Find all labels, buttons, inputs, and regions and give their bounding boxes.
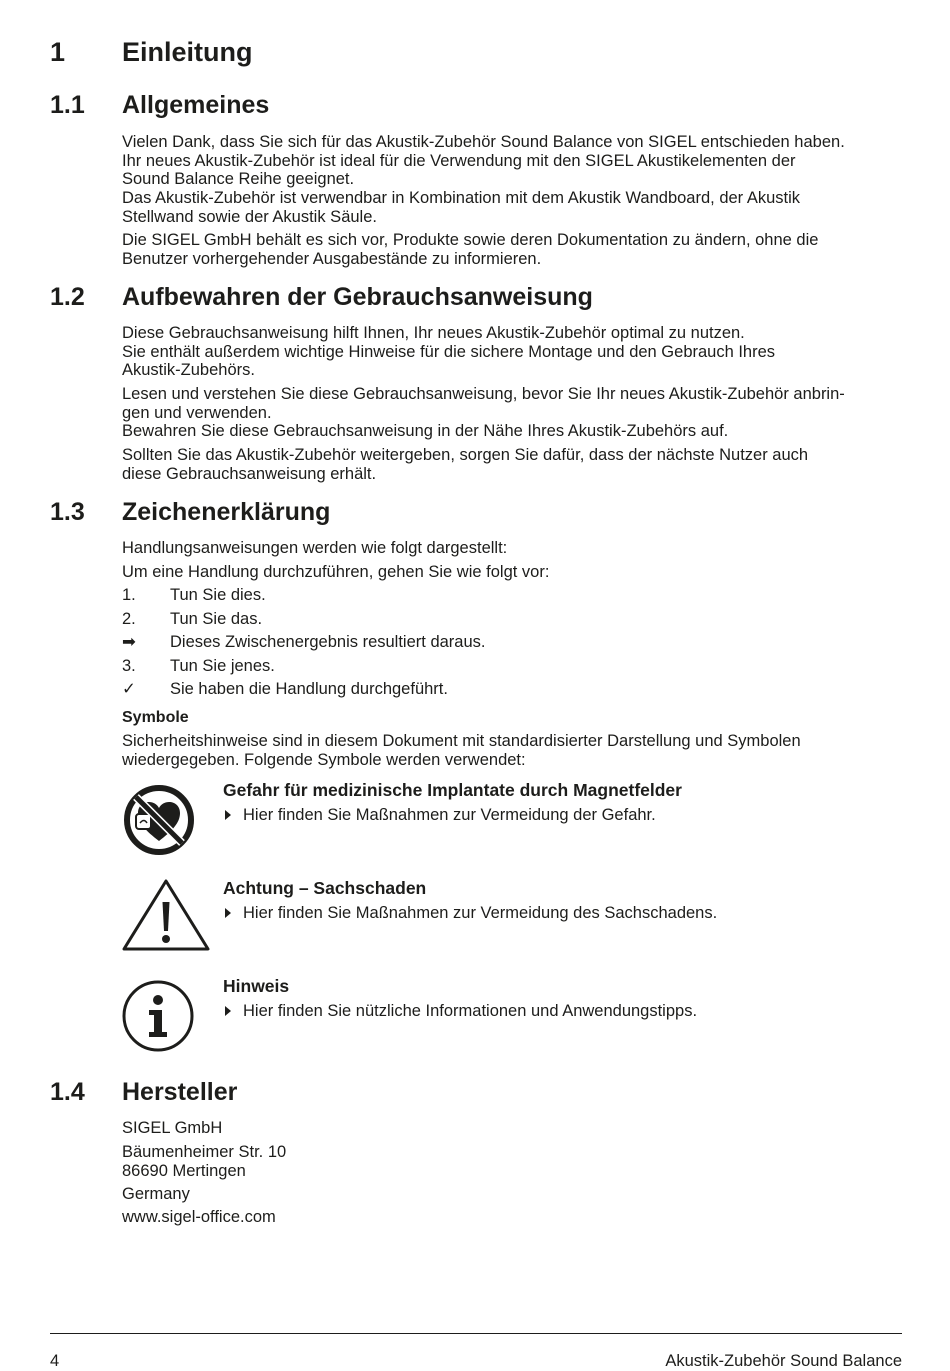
symbol-title: Gefahr für medizinische Implantate durch Magnetfelder <box>223 780 682 800</box>
section-title: Zeichenerklärung <box>122 498 331 526</box>
step-text: Tun Sie jenes. <box>170 657 275 675</box>
step-marker: 1. <box>122 586 136 604</box>
chapter-title: Einleitung <box>122 37 253 67</box>
section-number: 1.2 <box>50 283 85 311</box>
list-item <box>122 585 266 605</box>
bullet-triangle-icon <box>225 1006 231 1016</box>
company-address: Bäumenheimer Str. 10 86690 Mertingen <box>122 1143 287 1180</box>
step-marker: 3. <box>122 657 136 675</box>
symbol-text: Hier finden Sie Maßnahmen zur Vermeidung des Sachschadens. <box>223 903 717 923</box>
no-implant-icon <box>122 783 196 857</box>
section-title: Hersteller <box>122 1078 238 1106</box>
section-number: 1.4 <box>50 1078 85 1106</box>
bullet-triangle-icon <box>225 908 231 918</box>
paragraph: Sollten Sie das Akustik-Zubehör weitergeben, sorgen Sie dafür, dass der nächste Nutzer auch diese Gebrauchsanweisung erhält. <box>122 446 809 483</box>
step-text: Tun Sie das. <box>170 610 263 628</box>
checkmark-icon: ✓ <box>122 680 136 698</box>
section-number: 1.1 <box>50 91 85 119</box>
list-item <box>122 632 485 652</box>
paragraph: Sicherheitshinweise sind in diesem Dokument mit standardisierter Darstellung und Symbolen wiedergegeben. Folgende Symbole werden verwendet: <box>122 732 801 769</box>
section-title: Aufbewahren der Gebrauchsanweisung <box>122 283 593 311</box>
warning-triangle-icon <box>120 877 212 953</box>
company-website-link[interactable]: www.sigel-office.com <box>122 1208 276 1226</box>
arrow-right-icon: ➡ <box>122 633 136 651</box>
paragraph: Diese Gebrauchsanweisung hilft Ihnen, Ihr neues Akustik-Zubehör optimal zu nutzen. Sie enthält außerdem wichtige Hinweise für die sichere Montage und den Gebrauch Ihres Akustik-Zubehörs. <box>122 324 776 380</box>
symbol-title: Hinweis <box>223 976 290 996</box>
company-country: Germany <box>122 1185 190 1203</box>
step-marker: 2. <box>122 610 136 628</box>
step-text: Sie haben die Handlung durchgeführt. <box>170 680 448 698</box>
page-number: 4 <box>50 1352 60 1370</box>
paragraph: Um eine Handlung durchzuführen, gehen Sie wie folgt vor: <box>122 563 550 581</box>
section-heading-1-1 <box>50 87 269 123</box>
footer-product-name: Akustik-Zubehör Sound Balance <box>665 1352 902 1370</box>
symbol-text: Hier finden Sie nützliche Informationen und Anwendungstipps. <box>223 1001 697 1021</box>
step-text: Tun Sie dies. <box>170 586 266 604</box>
symbol-text: Hier finden Sie Maßnahmen zur Vermeidung der Gefahr. <box>223 805 656 825</box>
company-name: SIGEL GmbH <box>122 1119 223 1137</box>
list-item <box>122 609 262 629</box>
list-item <box>122 656 275 676</box>
paragraph: Handlungsanweisungen werden wie folgt dargestellt: <box>122 539 508 557</box>
chapter-heading <box>50 32 253 72</box>
bullet-triangle-icon <box>225 810 231 820</box>
footer-divider <box>50 1333 902 1334</box>
section-heading-1-4 <box>50 1074 237 1110</box>
list-item <box>122 679 448 699</box>
info-icon <box>121 979 195 1053</box>
chapter-number: 1 <box>50 37 66 67</box>
subheading-symbols: Symbole <box>122 709 189 726</box>
paragraph: Die SIGEL GmbH behält es sich vor, Produkte sowie deren Dokumentation zu ändern, ohne die Benutzer vorhergehender Ausgabestände zu informieren. <box>122 231 819 268</box>
section-heading-1-3 <box>50 494 330 530</box>
step-text: Dieses Zwischenergebnis resultiert daraus. <box>170 633 486 651</box>
section-heading-1-2 <box>50 279 593 315</box>
section-number: 1.3 <box>50 498 85 526</box>
paragraph: Lesen und verstehen Sie diese Gebrauchsanweisung, bevor Sie Ihr neues Akustik-Zubehör anbrin- gen und verwenden. Bewahren Sie diese Gebrauchsanweisung in der Nähe Ihres Akustik-Zubehörs auf. <box>122 385 845 441</box>
section-title: Allgemeines <box>122 91 270 119</box>
paragraph: Vielen Dank, dass Sie sich für das Akustik-Zubehör Sound Balance von SIGEL entschieden haben. Ihr neues Akustik-Zubehör ist ideal für die Verwendung mit den SIGEL Akustikelementen der Sound Balance Reihe geeignet. Das Akustik-Zubehör ist verwendbar in Kombination mit dem Akustik Wandboard, der Akustik Stellwand sowie der Akustik Säule. <box>122 133 845 226</box>
symbol-title: Achtung – Sachschaden <box>223 878 427 898</box>
